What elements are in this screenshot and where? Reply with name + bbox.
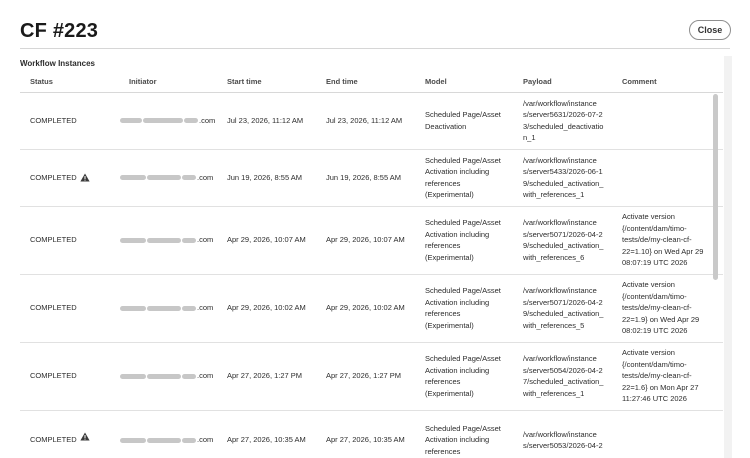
table-row[interactable]: [20, 342, 723, 411]
end-time-cell-text: Apr 27, 2026, 10:35 AM: [326, 435, 405, 445]
header-divider: [20, 48, 730, 49]
end-time-cell-text: Jul 23, 2026, 11:12 AM: [326, 115, 403, 125]
redacted-email-part: [147, 438, 181, 443]
payload-cell: [523, 206, 619, 274]
model-cell-text: Scheduled Page/Asset Activation including references (Experimental): [425, 218, 501, 262]
dialog-header: [0, 0, 750, 50]
initiator-domain: .com: [197, 435, 214, 445]
comment-cell: [622, 92, 714, 149]
initiator-cell: [120, 274, 213, 342]
initiator-cell: [120, 410, 213, 458]
payload-cell: [523, 410, 619, 458]
initiator-cell: [120, 149, 213, 206]
start-time-cell: [227, 342, 322, 410]
redacted-email-part: [182, 175, 196, 180]
table-row[interactable]: [20, 92, 723, 150]
model-cell: [425, 410, 521, 458]
status-cell-text: COMPLETED: [30, 235, 77, 245]
model-cell-text: Scheduled Page/Asset Activation including references (Experimental): [425, 286, 501, 330]
start-time-cell: [227, 206, 322, 274]
end-time-cell: [326, 410, 421, 458]
status-cell: [30, 410, 120, 458]
status-cell-text: COMPLETED: [30, 435, 77, 445]
start-time-cell: [227, 149, 322, 206]
start-time-cell-text: Jul 23, 2026, 11:12 AM: [227, 115, 304, 125]
redacted-email-part: [182, 306, 196, 311]
end-time-cell-text: Apr 27, 2026, 1:27 PM: [326, 371, 402, 381]
scrollbar-thumb[interactable]: [713, 94, 718, 280]
initiator-cell: [120, 206, 213, 274]
payload-cell-text: /var/workflow/instance s/server5053/2026-04-2: [523, 429, 603, 450]
model-cell: [425, 92, 521, 149]
end-time-cell: [326, 342, 421, 410]
section-label: Workflow Instances: [20, 59, 95, 68]
model-cell: [425, 274, 521, 342]
comment-cell-text: Activate version {/content/dam/timo- tests/de/my-clean-cf- 22=1.9} on Wed Apr 29 08:02:19 UTC 2026: [622, 280, 700, 336]
payload-cell-text: /var/workflow/instance s/server5071/2026-04-2 9/scheduled_activation_ with_references_6: [523, 218, 604, 262]
table-row[interactable]: [20, 274, 723, 343]
column-header-initiator[interactable]: Initiator: [129, 77, 157, 86]
comment-cell: [622, 342, 714, 410]
status-cell-text: COMPLETED: [30, 115, 77, 125]
redacted-email-part: [147, 238, 181, 243]
payload-cell-text: /var/workflow/instance s/server5631/2026-07-2 3/scheduled_deactivatio n_1: [523, 98, 604, 142]
start-time-cell-text: Apr 29, 2026, 10:07 AM: [227, 235, 306, 245]
initiator-domain: .com: [197, 303, 214, 313]
initiator-domain: .com: [197, 172, 214, 182]
model-cell-text: Scheduled Page/Asset Deactivation: [425, 110, 501, 131]
redacted-email-part: [182, 238, 196, 243]
column-header-payload[interactable]: Payload: [523, 77, 552, 86]
payload-cell-text: /var/workflow/instance s/server5433/2026-06-1 9/scheduled_activation_ with_references_1: [523, 155, 604, 199]
alert-triangle-icon: [80, 432, 90, 441]
table-header: [20, 72, 723, 93]
payload-cell: [523, 92, 619, 149]
comment-cell: [622, 410, 714, 458]
status-cell: [30, 274, 120, 342]
start-time-cell-text: Apr 29, 2026, 10:02 AM: [227, 303, 306, 313]
payload-cell-text: /var/workflow/instance s/server5071/2026-04-2 9/scheduled_activation_ with_references_5: [523, 286, 604, 330]
status-cell-text: COMPLETED: [30, 172, 77, 182]
redacted-email-part: [182, 374, 196, 379]
workflow-table: [20, 72, 723, 458]
redacted-email-part: [143, 118, 183, 123]
column-header-comment[interactable]: Comment: [622, 77, 657, 86]
start-time-cell-text: Jun 19, 2026, 8:55 AM: [227, 172, 303, 182]
status-cell: [30, 206, 120, 274]
alert-triangle-icon: [80, 173, 90, 182]
payload-cell: [523, 149, 619, 206]
end-time-cell: [326, 274, 421, 342]
close-button[interactable]: Close: [689, 20, 731, 40]
end-time-cell: [326, 92, 421, 149]
redacted-email-part: [147, 306, 181, 311]
redacted-email-part: [120, 118, 142, 123]
payload-cell: [523, 274, 619, 342]
status-cell: [30, 149, 120, 206]
redacted-email-part: [120, 306, 146, 311]
model-cell-text: Scheduled Page/Asset Activation including references (Experimental): [425, 354, 501, 398]
status-cell-text: COMPLETED: [30, 303, 77, 313]
status-cell: [30, 342, 120, 410]
redacted-email-part: [120, 374, 146, 379]
end-time-cell: [326, 206, 421, 274]
start-time-cell-text: Apr 27, 2026, 10:35 AM: [227, 435, 306, 445]
redacted-email-part: [147, 175, 181, 180]
redacted-email-part: [120, 238, 146, 243]
table-row[interactable]: [20, 149, 723, 207]
model-cell: [425, 206, 521, 274]
model-cell: [425, 149, 521, 206]
redacted-email-part: [182, 438, 196, 443]
initiator-domain: .com: [199, 115, 216, 125]
end-time-cell: [326, 149, 421, 206]
scrollbar-track[interactable]: [724, 56, 732, 458]
payload-cell: [523, 342, 619, 410]
initiator-domain: .com: [197, 371, 214, 381]
page-title: CF #223: [20, 20, 99, 42]
column-header-end-time[interactable]: End time: [326, 77, 358, 86]
end-time-cell-text: Apr 29, 2026, 10:07 AM: [326, 235, 405, 245]
table-row[interactable]: [20, 206, 723, 275]
table-row[interactable]: [20, 410, 723, 458]
start-time-cell: [227, 410, 322, 458]
initiator-cell: [120, 92, 215, 149]
payload-cell-text: /var/workflow/instance s/server5054/2026-04-2 7/scheduled_activation_ with_references_1: [523, 354, 604, 398]
end-time-cell-text: Jun 19, 2026, 8:55 AM: [326, 172, 402, 182]
model-cell: [425, 342, 521, 410]
model-cell-text: Scheduled Page/Asset Activation including references: [425, 423, 501, 456]
redacted-email-part: [184, 118, 198, 123]
comment-cell-text: Activate version {/content/dam/timo- tests/de/my-clean-cf- 22=1.10} on Wed Apr 29 08:07:19 UTC 2026: [622, 212, 704, 268]
status-cell-text: COMPLETED: [30, 371, 77, 381]
end-time-cell-text: Apr 29, 2026, 10:02 AM: [326, 303, 405, 313]
initiator-cell: [120, 342, 213, 410]
redacted-email-part: [120, 438, 146, 443]
status-cell: [30, 92, 120, 149]
column-header-status[interactable]: Status: [30, 77, 53, 86]
column-header-start-time[interactable]: Start time: [227, 77, 262, 86]
comment-cell: [622, 149, 714, 206]
initiator-domain: .com: [197, 235, 214, 245]
column-header-model[interactable]: Model: [425, 77, 447, 86]
start-time-cell: [227, 274, 322, 342]
comment-cell-text: Activate version {/content/dam/timo- tests/de/my-clean-cf- 22=1.6} on Mon Apr 27 11:27:46 UTC 2026: [622, 348, 699, 404]
comment-cell: [622, 206, 714, 274]
redacted-email-part: [147, 374, 181, 379]
start-time-cell: [227, 92, 322, 149]
start-time-cell-text: Apr 27, 2026, 1:27 PM: [227, 371, 303, 381]
comment-cell: [622, 274, 714, 342]
model-cell-text: Scheduled Page/Asset Activation including references (Experimental): [425, 155, 501, 199]
redacted-email-part: [120, 175, 146, 180]
